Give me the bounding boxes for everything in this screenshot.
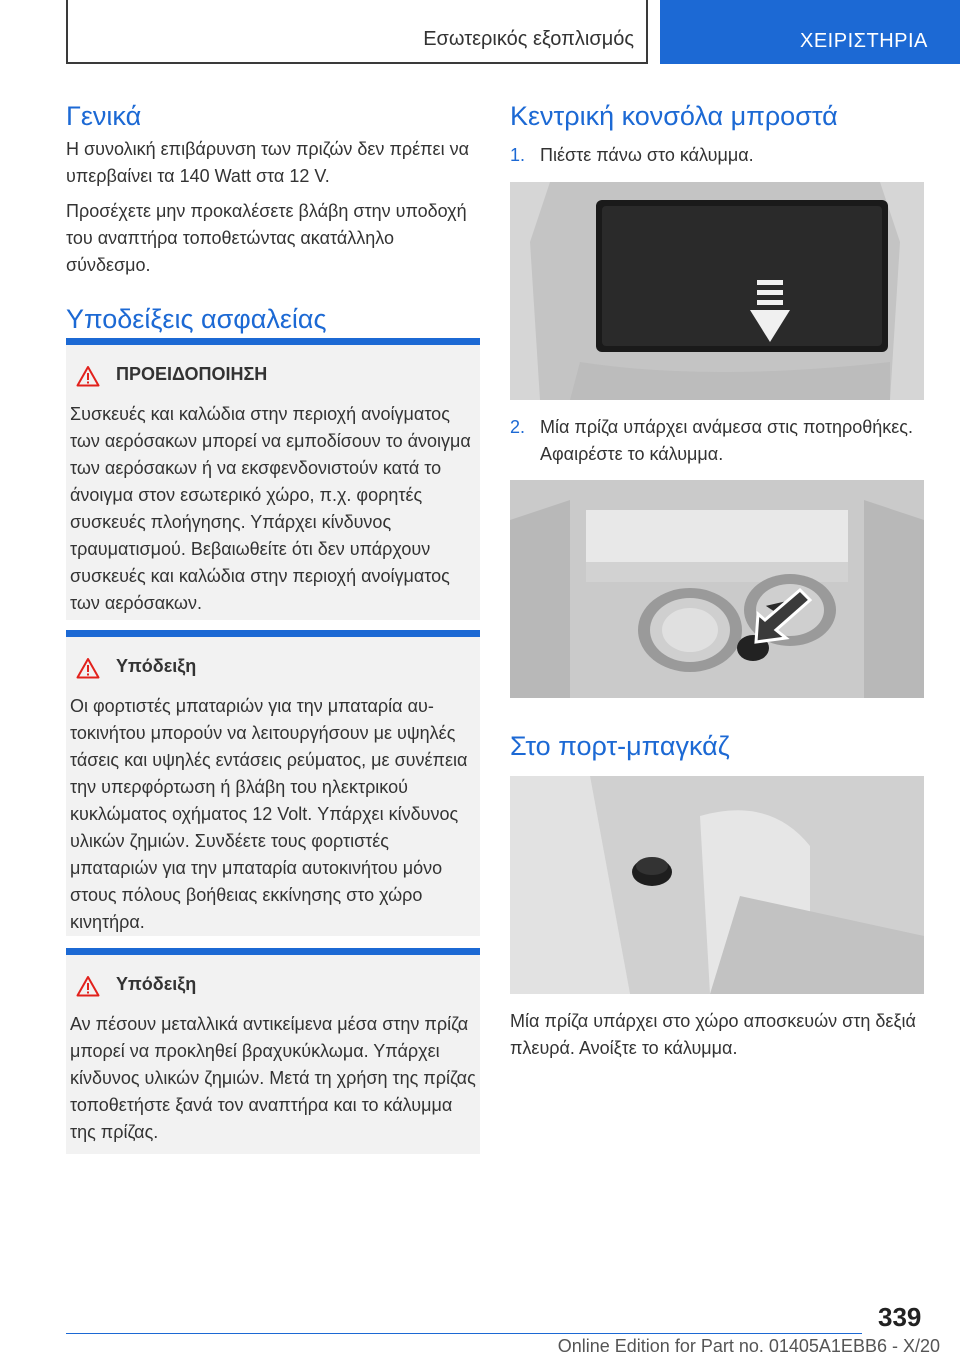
safety-heading: Υποδείξεις ασφαλείας	[66, 304, 327, 334]
warning-bar	[66, 338, 480, 345]
notice-header-2	[66, 971, 480, 1011]
warning-header	[66, 361, 480, 401]
console-cover-illustration	[510, 182, 924, 400]
trunk-illustration	[510, 776, 924, 994]
trunk-socket-photo	[510, 776, 924, 994]
header-section-title: Εσωτερικός εξοπλισμός	[423, 28, 634, 50]
trunk-heading: Στο πορτ-μπαγκάζ	[510, 731, 730, 761]
console-cover-photo	[510, 182, 924, 400]
notice-box-2	[66, 948, 480, 1154]
notice-bar-2	[66, 948, 480, 955]
page-header	[0, 0, 960, 64]
cupholder-illustration	[510, 480, 924, 698]
console-heading: Κεντρική κονσόλα μπροστά	[510, 101, 838, 131]
right-column	[510, 100, 924, 169]
step-number-1: 1.	[510, 145, 526, 165]
trunk-text: Μία πρίζα υπάρχει στο χώρο αποσκευών στη δεξιά πλευρά. Ανοίξτε το κάλυμμα.	[510, 1011, 916, 1058]
warning-box	[66, 338, 480, 620]
step-text-1: Πιέστε πάνω στο κάλυμμα.	[540, 145, 754, 165]
header-chapter-box	[660, 0, 960, 64]
footer-edition: Online Edition for Part no. 01405A1EBB6 - X/20	[557, 1336, 940, 1356]
page-number: 339	[878, 1302, 922, 1332]
notice-bar-1	[66, 630, 480, 637]
notice-box-1	[66, 630, 480, 936]
step-number-2: 2.	[510, 417, 526, 437]
notice-header-1	[66, 653, 480, 693]
general-heading: Γενικά	[66, 101, 142, 131]
left-column	[66, 100, 480, 335]
general-paragraph-1: Η συνολική επιβάρυνση των πριζών δεν πρέπει να υπερβαίνει τα 140 Watt στα 12 V.	[66, 139, 469, 186]
warning-text: Συσκευές και καλώδια στην περιοχή ανοίγματος των αερόσακων μπορεί να εμποδίσουν το άνοιγμα των αερόσακων ή να εκσφενδονιστούν κατά το άνοιγμα στον εσωτερικό χώρο, π.χ. φορητές συσκευές πλοήγησης. Υπάρχει κίνδυνος τραυματισμού. Βεβαιωθείτε ότι δεν υπάρχουν συσκευές και καλώδια στην περιοχή ανοίγματος των αερόσακων.	[70, 404, 471, 613]
step-text-2: Μία πρίζα υπάρχει ανάμεσα στις ποτηροθήκες. Αφαιρέστε το κάλυμμα.	[540, 417, 913, 464]
console-step-2	[510, 414, 924, 468]
notice-text-1: Οι φορτιστές μπαταριών για την μπαταρία αυτοκινήτου μπορούν να λειτουργήσουν με υψηλές τάσεις και υψηλές εντάσεις ρεύματος, με συνέπεια την υπερφόρτωση ή βλάβη του ηλεκτρικού κυκλώματος οχήματος 12 Volt. Υπάρχει κίνδυνος υλικών ζημιών. Συνδέετε τους φορτιστές μπαταριών για την μπαταρία αυτοκινήτου μόνο στους πόλους βοήθειας εκκίνησης στο χώρο κινητήρα.	[70, 696, 468, 932]
notice-triangle-icon	[76, 657, 100, 679]
notice-title-2: Υπόδειξη	[116, 974, 197, 994]
console-step-1	[510, 142, 924, 169]
header-chapter-title: ΧΕΙΡΙΣΤΗΡΙΑ	[800, 30, 928, 52]
general-paragraph-2: Προσέχετε μην προκαλέσετε βλάβη στην υποδοχή του αναπτήρα τοποθετώντας ακατάλληλο σύνδεσμο.	[66, 201, 467, 275]
header-section-box	[66, 0, 648, 64]
cupholder-socket-photo	[510, 480, 924, 698]
warning-title: ΠΡΟΕΙΔΟΠΟΙΗΣΗ	[116, 364, 268, 384]
warning-triangle-icon	[76, 365, 100, 387]
notice-triangle-icon	[76, 975, 100, 997]
footer-line	[66, 1333, 862, 1334]
notice-text-2: Αν πέσουν μεταλλικά αντικείμενα μέσα στην πρίζα μπορεί να προκληθεί βραχυκύκλωμα. Υπάρχει κίνδυνος υλικών ζημιών. Μετά τη χρήση της πρίζας τοποθετήστε ξανά τον αναπτήρα και το κάλυμμα της πρίζας.	[70, 1014, 476, 1142]
notice-title-1: Υπόδειξη	[116, 656, 197, 676]
